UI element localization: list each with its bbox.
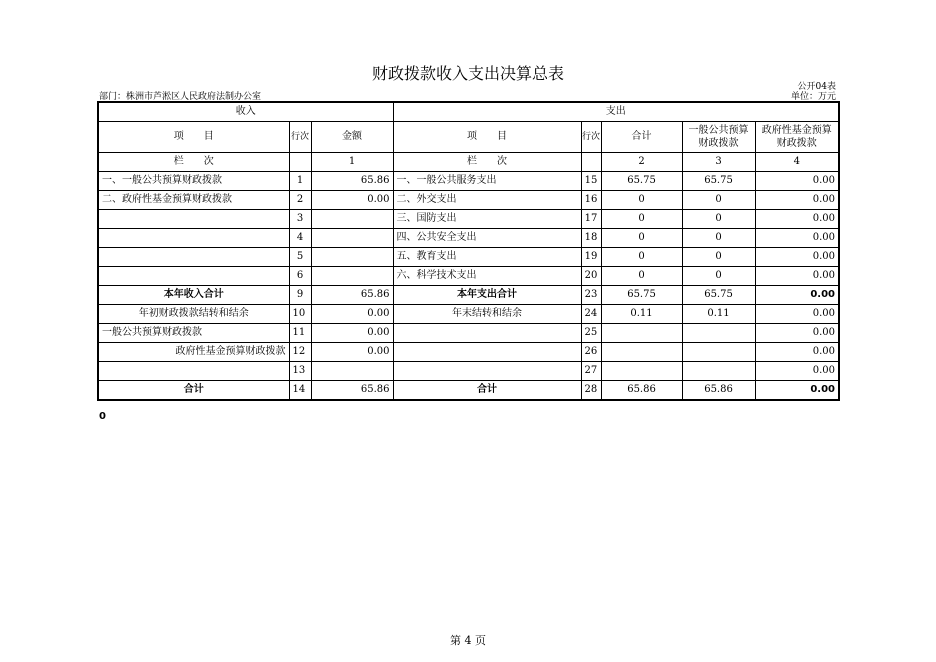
expense-fund: 0.00	[755, 324, 839, 343]
budget-table	[97, 101, 840, 401]
page-number: 第 4 页	[450, 634, 486, 647]
expense-item	[393, 324, 581, 343]
income-amount: 65.86	[311, 172, 393, 191]
expense-total: 65.86	[601, 381, 682, 401]
income-item: 一般公共预算财政拨款	[98, 324, 289, 343]
expense-total	[601, 343, 682, 362]
expense-item: 本年支出合计	[393, 286, 581, 305]
expense-general: 65.75	[682, 172, 755, 191]
table-row-total	[98, 381, 839, 401]
expense-fund: 0.00	[755, 362, 839, 381]
income-line: 1	[289, 172, 311, 191]
expense-header: 支出	[393, 102, 839, 122]
income-item: 本年收入合计	[98, 286, 289, 305]
income-item: 政府性基金预算财政拨款	[98, 343, 289, 362]
expense-item: 二、外交支出	[393, 191, 581, 210]
income-amount: 0.00	[311, 324, 393, 343]
expense-item	[393, 343, 581, 362]
income-item	[98, 210, 289, 229]
income-item: 合计	[98, 381, 289, 401]
income-line: 13	[289, 362, 311, 381]
income-line: 10	[289, 305, 311, 324]
table-row	[98, 172, 839, 191]
table-row	[98, 229, 839, 248]
income-line: 9	[289, 286, 311, 305]
table-row	[98, 324, 839, 343]
blank-cell	[289, 153, 311, 172]
income-amount: 0.00	[311, 343, 393, 362]
header-row-top	[98, 102, 839, 122]
expense-fund: 0.00	[755, 381, 839, 401]
expense-general: 0	[682, 248, 755, 267]
income-line: 4	[289, 229, 311, 248]
table-row	[98, 210, 839, 229]
expense-total: 0	[601, 248, 682, 267]
income-line: 2	[289, 191, 311, 210]
expense-line: 27	[581, 362, 601, 381]
income-amount: 65.86	[311, 286, 393, 305]
column-number-row	[98, 153, 839, 172]
income-amount: 0.00	[311, 305, 393, 324]
expense-general: 0.11	[682, 305, 755, 324]
col-number-4: 4	[755, 153, 839, 172]
expense-fund: 0.00	[755, 210, 839, 229]
header-row-columns	[98, 122, 839, 153]
expense-general	[682, 362, 755, 381]
expense-total: 65.75	[601, 286, 682, 305]
income-amount	[311, 210, 393, 229]
income-amount: 0.00	[311, 191, 393, 210]
income-item	[98, 362, 289, 381]
income-line: 14	[289, 381, 311, 401]
table-row	[98, 267, 839, 286]
general-budget-header: 一般公共预算财政拨款	[682, 122, 755, 153]
expense-general: 65.86	[682, 381, 755, 401]
expense-fund: 0.00	[755, 343, 839, 362]
income-item	[98, 267, 289, 286]
expense-fund: 0.00	[755, 286, 839, 305]
expense-total	[601, 362, 682, 381]
gov-fund-header: 政府性基金预算财政拨款	[755, 122, 839, 153]
expense-line-header: 行次	[581, 122, 601, 153]
income-header: 收入	[98, 102, 393, 122]
expense-general: 0	[682, 267, 755, 286]
expense-line: 17	[581, 210, 601, 229]
table-row	[98, 343, 839, 362]
expense-fund: 0.00	[755, 248, 839, 267]
expense-total: 0	[601, 210, 682, 229]
income-line: 3	[289, 210, 311, 229]
income-amount: 65.86	[311, 381, 393, 401]
table-row-subtotal	[98, 286, 839, 305]
income-column-label: 栏 次	[98, 153, 289, 172]
table-row	[98, 305, 839, 324]
expense-general: 0	[682, 191, 755, 210]
expense-item: 三、国防支出	[393, 210, 581, 229]
expense-total-header: 合计	[601, 122, 682, 153]
form-number: 公开04表	[797, 82, 836, 92]
income-line: 11	[289, 324, 311, 343]
expense-line: 20	[581, 267, 601, 286]
expense-total	[601, 324, 682, 343]
income-line: 6	[289, 267, 311, 286]
expense-item: 五、教育支出	[393, 248, 581, 267]
income-item	[98, 248, 289, 267]
expense-column-label: 栏 次	[393, 153, 581, 172]
expense-line: 18	[581, 229, 601, 248]
expense-general: 0	[682, 229, 755, 248]
table-row	[98, 248, 839, 267]
expense-general	[682, 343, 755, 362]
income-item-header: 项 目	[98, 122, 289, 153]
expense-item: 一、一般公共服务支出	[393, 172, 581, 191]
income-line: 5	[289, 248, 311, 267]
income-item: 年初财政拨款结转和结余	[98, 305, 289, 324]
expense-line: 26	[581, 343, 601, 362]
expense-fund: 0.00	[755, 267, 839, 286]
expense-total: 65.75	[601, 172, 682, 191]
expense-line: 25	[581, 324, 601, 343]
table-row	[98, 191, 839, 210]
blank-cell	[581, 153, 601, 172]
expense-line: 19	[581, 248, 601, 267]
income-amount	[311, 248, 393, 267]
income-item	[98, 229, 289, 248]
expense-total: 0	[601, 191, 682, 210]
col-number-2: 2	[601, 153, 682, 172]
col-number-3: 3	[682, 153, 755, 172]
expense-item	[393, 362, 581, 381]
expense-line: 16	[581, 191, 601, 210]
expense-total: 0	[601, 267, 682, 286]
footnote-value: 0	[99, 411, 106, 422]
table-row	[98, 362, 839, 381]
income-item: 一、一般公共预算财政拨款	[98, 172, 289, 191]
income-amount	[311, 267, 393, 286]
expense-total: 0.11	[601, 305, 682, 324]
income-amount	[311, 229, 393, 248]
col-number-1: 1	[311, 153, 393, 172]
expense-item: 四、公共安全支出	[393, 229, 581, 248]
income-line: 12	[289, 343, 311, 362]
expense-general: 0	[682, 210, 755, 229]
expense-total: 0	[601, 229, 682, 248]
expense-fund: 0.00	[755, 305, 839, 324]
expense-line: 28	[581, 381, 601, 401]
expense-fund: 0.00	[755, 229, 839, 248]
expense-item: 六、科学技术支出	[393, 267, 581, 286]
expense-item: 年末结转和结余	[393, 305, 581, 324]
expense-fund: 0.00	[755, 172, 839, 191]
expense-line: 23	[581, 286, 601, 305]
expense-line: 24	[581, 305, 601, 324]
page-title: 财政拨款收入支出决算总表	[371, 64, 564, 83]
expense-item-header: 项 目	[393, 122, 581, 153]
expense-general	[682, 324, 755, 343]
income-amount	[311, 362, 393, 381]
expense-fund: 0.00	[755, 191, 839, 210]
expense-item: 合计	[393, 381, 581, 401]
expense-line: 15	[581, 172, 601, 191]
department-label: 部门：株洲市芦淞区人民政府法制办公室	[99, 92, 262, 102]
unit-label: 单位：万元	[790, 92, 836, 102]
income-line-header: 行次	[289, 122, 311, 153]
income-item: 二、政府性基金预算财政拨款	[98, 191, 289, 210]
income-amount-header: 金额	[311, 122, 393, 153]
expense-general: 65.75	[682, 286, 755, 305]
